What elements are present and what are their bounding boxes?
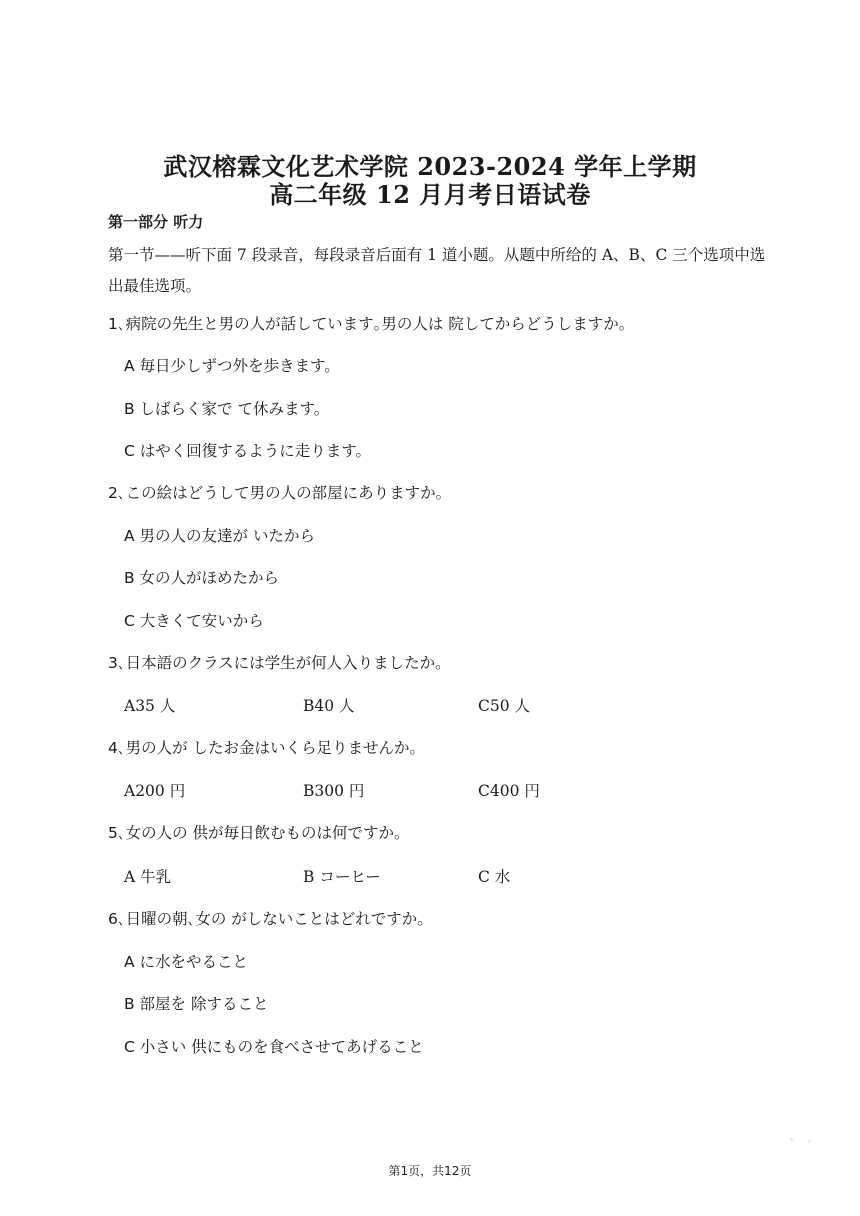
- question-6: 6､日曜の朝､女の がしないことはどれですか。: [108, 910, 433, 928]
- q2-option-c: C 大きくて安いから: [124, 612, 264, 630]
- q4-option-b: B300 円: [303, 782, 365, 800]
- q4-option-c: C400 円: [478, 782, 540, 800]
- q3-option-a: A35 人: [124, 697, 176, 715]
- question-5: 5､女の人の 供が毎日飲むものは何ですか。: [108, 824, 410, 842]
- section-instructions-cont: 出最佳选项。: [108, 277, 202, 295]
- scan-speck: [790, 1138, 793, 1141]
- scan-speck: [808, 1140, 811, 1143]
- q6-option-a: A に水をやること: [124, 953, 249, 971]
- q6-option-b: B 部屋を 除すること: [124, 995, 269, 1013]
- q6-option-c: C 小さい 供にものを食べさせてあげること: [124, 1038, 424, 1056]
- section-instructions: 第一节——听下面 7 段录音，每段录音后面有 1 道小题。从题中所给的 A、B、C 三个选项中选: [108, 246, 766, 264]
- question-4: 4､男の人が したお金はいくら足りませんか。: [108, 739, 426, 757]
- part-heading: 第一部分 听力: [108, 213, 204, 231]
- question-3: 3､日本語のクラスには学生が何人入りましたか。: [108, 654, 451, 672]
- q1-option-a: A 毎日少しずつ外を歩きます。: [124, 357, 340, 375]
- q5-option-a: A 牛乳: [124, 868, 172, 886]
- q1-option-b: B しばらく家で て休みます。: [124, 400, 330, 418]
- exam-title-line-2: 高二年级 12 月月考日语试卷: [269, 180, 591, 209]
- question-1: 1､病院の先生と男の人が話しています｡男の人は 院してからどうしますか。: [108, 315, 635, 333]
- question-2: 2､この絵はどうして男の人の部屋にありますか。: [108, 484, 452, 502]
- q4-option-a: A200 円: [124, 782, 186, 800]
- q5-option-b: B コーヒー: [303, 868, 381, 886]
- q2-option-a: A 男の人の友達が いたから: [124, 527, 315, 545]
- q3-option-b: B40 人: [303, 697, 355, 715]
- q1-option-c: C はやく回復するように走ります。: [124, 442, 372, 460]
- q2-option-b: B 女の人がほめたから: [124, 569, 280, 587]
- q5-option-c: C 水: [478, 868, 511, 886]
- exam-title-line-1: 武汉榕霖文化艺术学院 2023-2024 学年上学期: [163, 152, 697, 181]
- page-footer: 第1页，共12页: [388, 1164, 472, 1178]
- q3-option-c: C50 人: [478, 697, 531, 715]
